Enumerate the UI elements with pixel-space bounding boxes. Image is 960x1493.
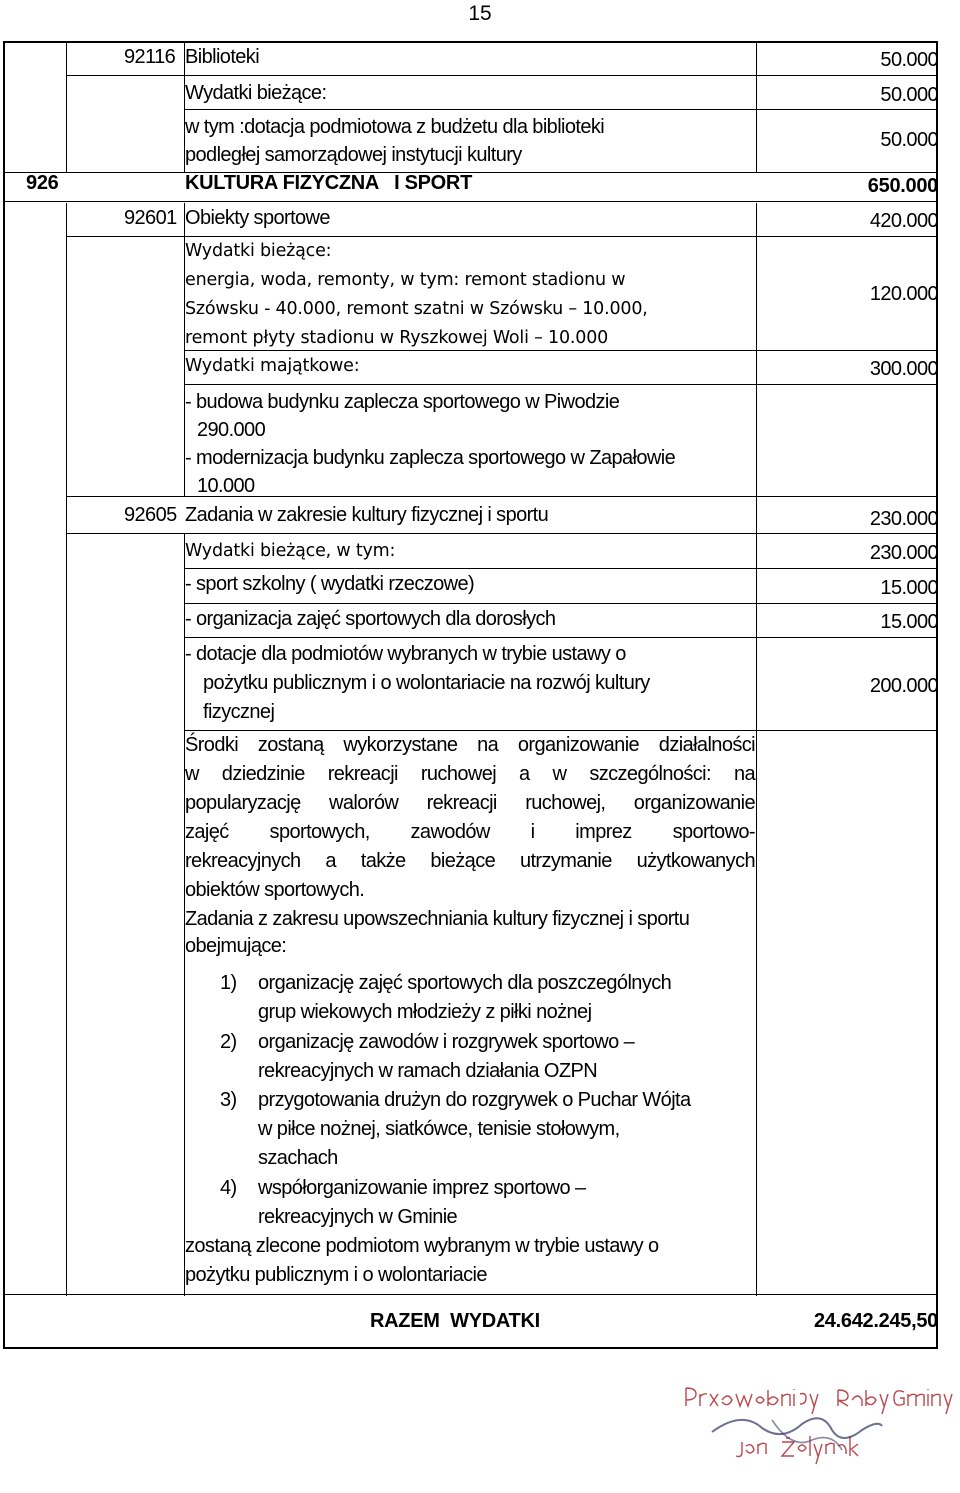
amount-dotacja-biblioteka: 50.000: [880, 129, 938, 151]
section-name-zadania: Zadania w zakresie kultury fizycznej i sportu: [185, 504, 549, 526]
dot2-line-2: pożytku publicznym i o wolontariacie na rozwój kultury: [203, 672, 650, 694]
amount-sport-szkolny: 15.000: [880, 577, 938, 599]
amount-dotacje: 200.000: [869, 675, 938, 697]
section-name-biblioteki: Biblioteki: [185, 46, 260, 68]
amount-organizacja-zajec: 15.000: [880, 611, 938, 633]
inv-line-3: - modernizacja budynku zaplecza sportowego w Zapałowie: [185, 447, 676, 469]
label-organizacja-zajec: - organizacja zajęć sportowych dla dorosłych: [185, 608, 556, 630]
section-name-obiekty-sportowe: Obiekty sportowe: [185, 207, 330, 229]
svg-text:Jan Żołyniak: Jan Żołyniak: [684, 1460, 690, 1461]
section-code-92601: 92601: [124, 207, 177, 229]
dot2-line-3: fizycznej: [203, 701, 275, 723]
dotacja-line-1: w tym :dotacja podmiotowa z budżetu dla biblioteki: [185, 116, 605, 138]
label-wydatki-biezace-3: Wydatki bieżące, w tym:: [185, 541, 396, 561]
signature-icon: [712, 1418, 882, 1438]
division-code-926: 926: [26, 172, 59, 194]
wb2-line-4: remont płyty stadionu w Ryszkowej Woli – 10.000: [185, 328, 609, 348]
svg-text:Przewodniczący Rady Gminy: Przewodniczący Rady Gminy: [684, 1402, 698, 1403]
amount-biblioteki: 50.000: [880, 49, 938, 71]
amount-division-926: 650.000: [867, 175, 938, 197]
amount-wydatki-biezace-3: 230.000: [869, 542, 938, 564]
wb2-line-1: Wydatki bieżące:: [185, 241, 332, 261]
wb2-line-3: Szówsku - 40.000, remont szatni w Szówsku – 10.000,: [185, 299, 648, 319]
wb2-line-2: energia, woda, remonty, w tym: remont stadionu w: [185, 270, 626, 290]
chairman-stamp-signature: [682, 1380, 958, 1490]
inv-line-1: - budowa budynku zaplecza sportowego w Piwodzie: [185, 391, 620, 413]
amount-wydatki-majatkowe: 300.000: [869, 358, 938, 380]
division-name-kultura-fizyczna: KULTURA FIZYCZNA I SPORT: [185, 172, 472, 194]
stamp-text-icon: [686, 1388, 952, 1464]
dotacja-line-2: podległej samorządowej instytucji kultury: [185, 144, 522, 166]
inv-line-2: 290.000: [197, 419, 266, 441]
label-wydatki-biezace-1: Wydatki bieżące:: [185, 82, 327, 104]
amount-razem-wydatki: 24.642.245,50: [813, 1310, 938, 1332]
dot2-line-1: - dotacje dla podmiotów wybranych w trybie ustawy o: [185, 643, 626, 665]
inv-line-4: 10.000: [197, 475, 255, 497]
amount-zadania: 230.000: [869, 508, 938, 530]
page-number: 15: [468, 2, 492, 25]
label-razem-wydatki: RAZEM WYDATKI: [370, 1310, 540, 1332]
amount-obiekty-sportowe: 420.000: [869, 210, 938, 232]
section-code-92605: 92605: [124, 504, 177, 526]
amount-wydatki-biezace-1: 50.000: [880, 84, 938, 106]
section-code-92116: 92116: [124, 46, 176, 68]
label-wydatki-majatkowe: Wydatki majątkowe:: [185, 356, 360, 376]
amount-wb2: 120.000: [869, 283, 938, 305]
label-sport-szkolny: - sport szkolny ( wydatki rzeczowe): [185, 573, 475, 595]
